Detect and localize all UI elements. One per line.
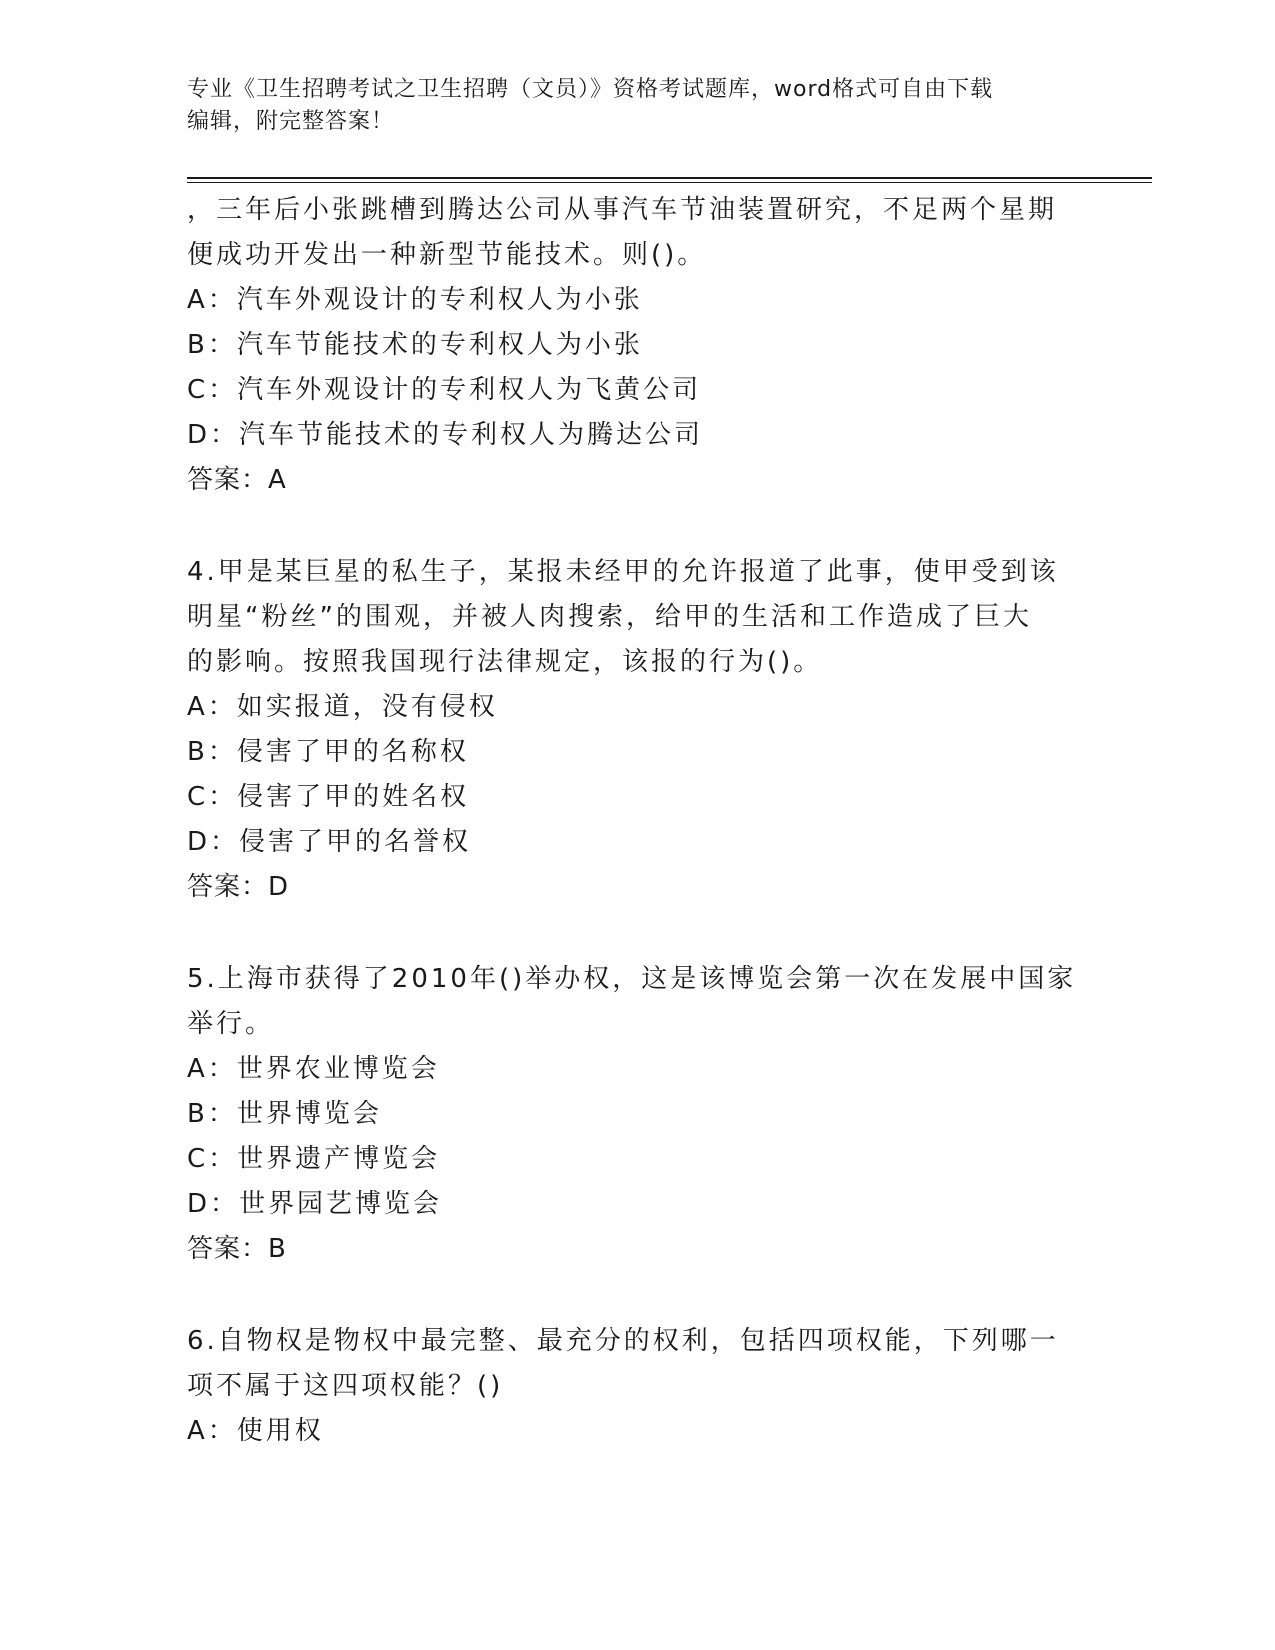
option-b: B：世界博览会 (187, 1099, 382, 1129)
question-text: 举行。 (187, 1009, 275, 1039)
header-divider-thick (187, 177, 1152, 179)
option-a: A：汽车外观设计的专利权人为小张 (187, 285, 643, 315)
question-6 (187, 1319, 1087, 1454)
option-b: B：侵害了甲的名称权 (187, 737, 469, 767)
header-line-1: 专业《卫生招聘考试之卫生招聘（文员）》资格考试题库，word格式可自由下载 (187, 77, 994, 102)
option-c: C：世界遗产博览会 (187, 1144, 441, 1174)
option-a: A：使用权 (187, 1416, 324, 1446)
answer: 答案：A (187, 465, 287, 495)
question-text: 明星“粉丝”的围观，并被人肉搜索，给甲的生活和工作造成了巨大 (187, 602, 1032, 632)
question-content (187, 188, 1087, 1454)
question-3 (187, 188, 1087, 503)
question-text: 4.甲是某巨星的私生子，某报未经甲的允许报道了此事，使甲受到该 (187, 557, 1059, 587)
question-text: ，三年后小张跳槽到腾达公司从事汽车节油装置研究，不足两个星期 (187, 195, 1058, 225)
question-text: 的影响。按照我国现行法律规定，该报的行为()。 (187, 647, 823, 677)
question-4 (187, 550, 1087, 910)
document-header (187, 74, 1067, 138)
option-c: C：汽车外观设计的专利权人为飞黄公司 (187, 375, 702, 405)
question-text: 便成功开发出一种新型节能技术。则()。 (187, 240, 707, 270)
header-divider-thin (187, 182, 1152, 183)
option-d: D：世界园艺博览会 (187, 1189, 443, 1219)
question-text: 项不属于这四项权能？() (187, 1371, 504, 1401)
option-d: D：汽车节能技术的专利权人为腾达公司 (187, 420, 704, 450)
option-d: D：侵害了甲的名誉权 (187, 827, 472, 857)
answer: 答案：D (187, 872, 290, 902)
option-b: B：汽车节能技术的专利权人为小张 (187, 330, 643, 360)
option-c: C：侵害了甲的姓名权 (187, 782, 470, 812)
header-line-2: 编辑，附完整答案！ (187, 109, 395, 134)
question-text: 6.自物权是物权中最完整、最充分的权利，包括四项权能，下列哪一 (187, 1326, 1059, 1356)
answer: 答案：B (187, 1234, 287, 1264)
option-a: A：如实报道，没有侵权 (187, 692, 498, 722)
question-text: 5.上海市获得了2010年()举办权，这是该博览会第一次在发展中国家 (187, 964, 1077, 994)
question-5 (187, 957, 1087, 1272)
option-a: A：世界农业博览会 (187, 1054, 440, 1084)
